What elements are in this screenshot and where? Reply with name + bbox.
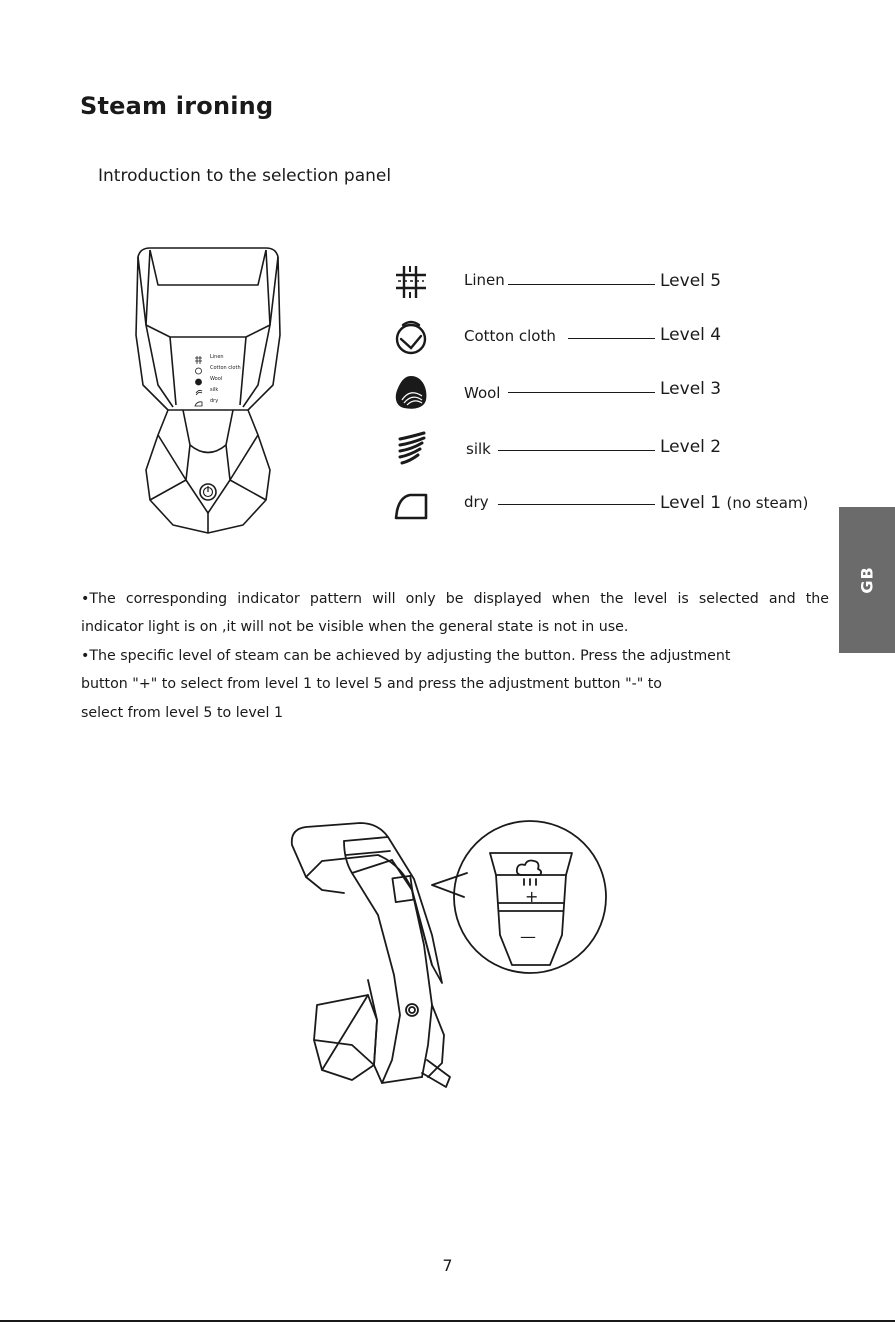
legend-level: Level 2: [660, 437, 722, 457]
leader-line: [568, 338, 655, 339]
legend-row-dry: [390, 485, 830, 525]
language-tab-label: GB: [857, 566, 877, 594]
mini-label: silk: [210, 387, 219, 393]
paragraph-line: •The corresponding indicator pattern will only be displayed when the level is selected and the: [81, 591, 829, 607]
legend-level: [660, 493, 808, 513]
page-number: 7: [442, 1256, 453, 1275]
paragraph-line: button "+" to select from level 1 to level 5 and press the adjustment button "-" to: [81, 676, 662, 692]
minus-button-label: —: [520, 927, 536, 946]
legend-label: Linen: [464, 271, 505, 289]
legend-label: Wool: [464, 384, 501, 402]
legend-level: Level 3: [660, 379, 722, 399]
steamer-front-illustration: [128, 245, 288, 535]
leader-line: [508, 392, 655, 393]
legend-row-silk: [390, 429, 830, 469]
legend-row-cotton: [390, 317, 830, 357]
plus-button-label: +: [525, 887, 539, 906]
mini-label: dry: [210, 398, 219, 404]
legend-label: Cotton cloth: [464, 327, 556, 345]
page-title: Steam ironing: [80, 92, 274, 120]
mini-label: Wool: [210, 376, 223, 382]
dry-iron-icon: [390, 485, 432, 525]
mini-label: Cotton cloth: [210, 365, 241, 371]
mini-label: Linen: [210, 354, 224, 360]
legend-label: dry: [464, 493, 489, 511]
leader-line: [508, 284, 655, 285]
legend-level: Level 4: [660, 325, 722, 345]
language-side-tab: [839, 507, 895, 653]
paragraph-line: indicator light is on ,it will not be visible when the general state is not in use.: [81, 619, 629, 635]
paragraph-line: •The specific level of steam can be achieved by adjusting the button. Press the adjustment: [81, 648, 731, 664]
silk-feather-icon: [390, 429, 432, 469]
steamer-side-illustration: [282, 815, 612, 1095]
leader-line: [498, 504, 655, 505]
cotton-boll-icon: [390, 317, 432, 357]
legend-level: Level 5: [660, 271, 722, 291]
level-text: Level 1: [660, 493, 722, 513]
level-note: (no steam): [726, 494, 809, 512]
legend-row-wool: [390, 372, 830, 412]
paragraph-line: select from level 5 to level 1: [81, 705, 283, 721]
section-subtitle: Introduction to the selection panel: [98, 166, 392, 186]
wool-ball-icon: [390, 372, 432, 412]
legend-label: silk: [466, 440, 491, 458]
legend-row-linen: [390, 262, 830, 302]
leader-line: [498, 450, 655, 451]
mini-panel-labels: [210, 352, 241, 407]
linen-grid-icon: [390, 262, 432, 302]
bottom-rule: [0, 1320, 895, 1322]
